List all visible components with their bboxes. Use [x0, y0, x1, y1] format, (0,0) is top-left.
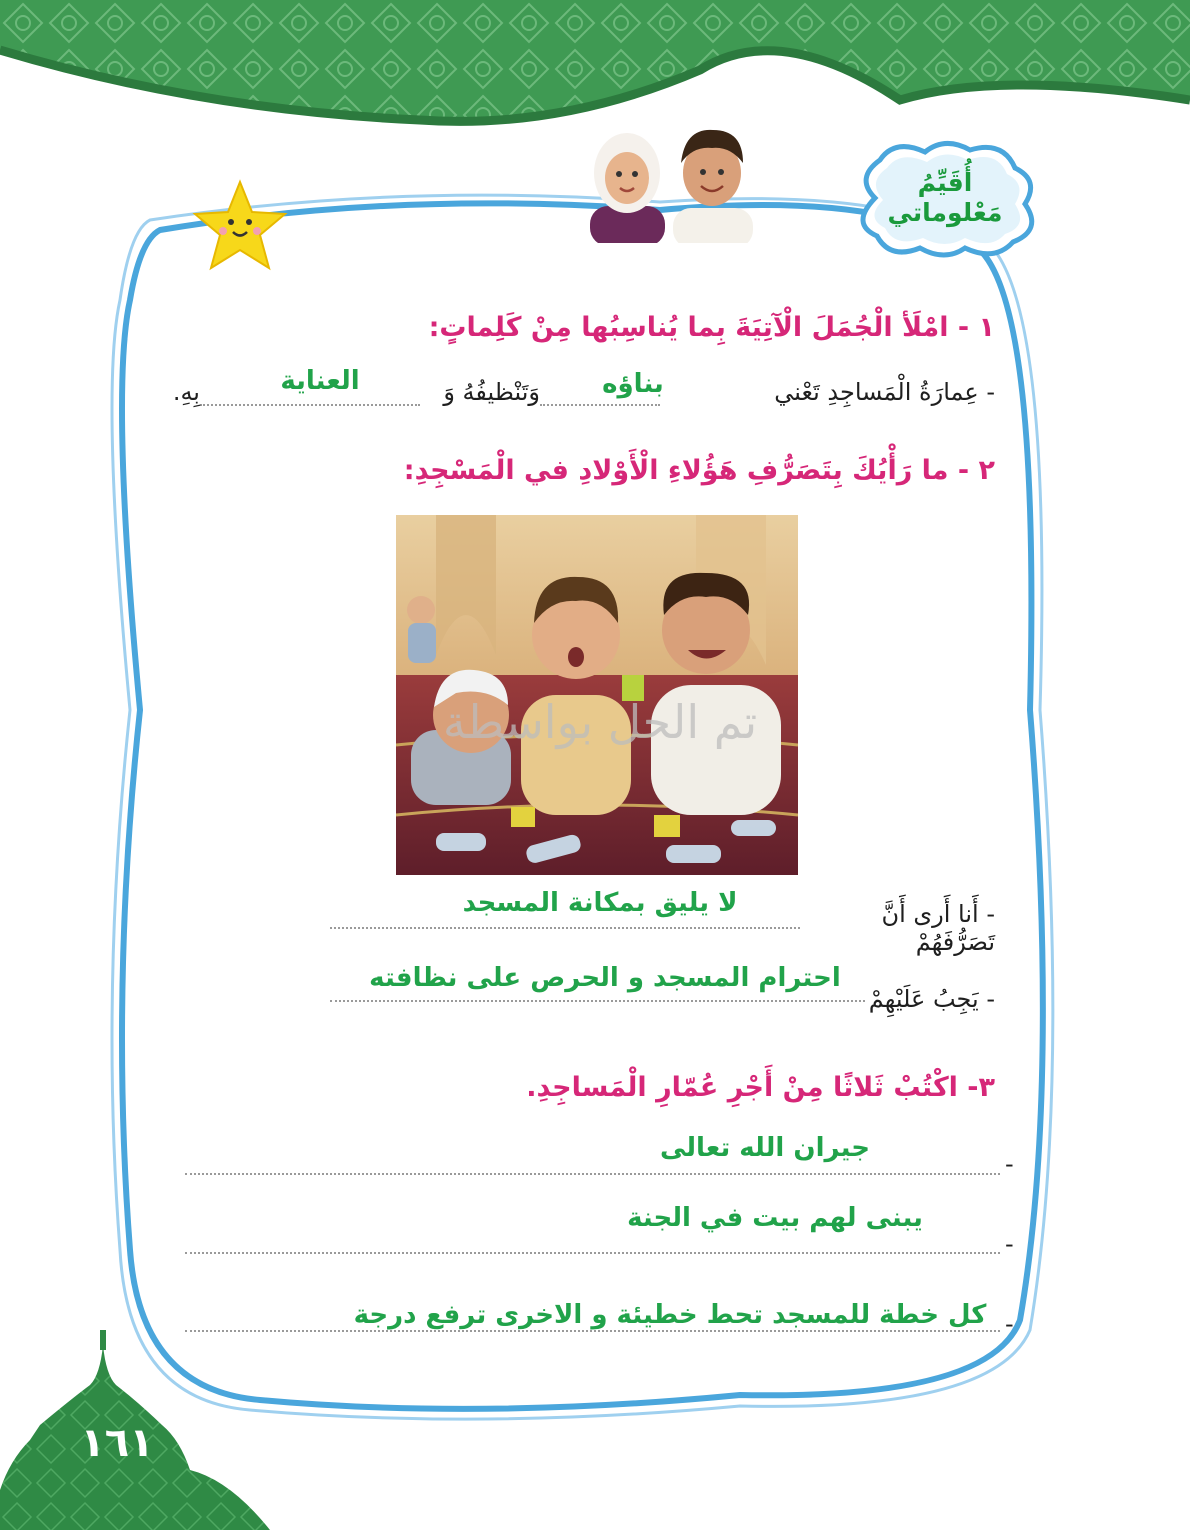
page-number: ١٦١ [80, 1420, 154, 1466]
q3-dash-2: - [1005, 1230, 1014, 1258]
q2-line1-answer: لا يليق بمكانة المسجد [462, 888, 738, 918]
q3-blank-2[interactable] [185, 1252, 1000, 1254]
smiling-star-icon [190, 178, 290, 273]
q1-blank-2[interactable] [200, 404, 420, 406]
q3-dash-3: - [1005, 1310, 1014, 1338]
q2-line2-answer: احترام المسجد و الحرص على نظافته [369, 963, 841, 993]
q3-blank-1[interactable] [185, 1173, 1000, 1175]
q3-blank-3[interactable] [185, 1330, 1000, 1332]
badge-title [855, 168, 1035, 228]
question-3-title: ٣- اكْتُبْ ثَلاثًا مِنْ أَجْرِ عُمّارِ الْمَساجِدِ. [526, 1072, 995, 1103]
question-1-title: ١ - امْلَأ الْجُمَلَ الْآتِيَةَ بِما يُناسِبُها مِنْ كَلِماتٍ: [428, 312, 995, 343]
q1-sentence-part3: بِهِ. [172, 378, 200, 406]
q1-sentence-part2: وَتَنْظيفُهُ وَ [443, 378, 540, 406]
q2-line1-blank[interactable] [330, 927, 800, 929]
watermark-text: تم الحل بواسطة [442, 695, 758, 749]
q1-sentence-part1: - عِمارَةُ الْمَساجِدِ تَعْني [774, 378, 995, 406]
q3-answer-1: جيران الله تعالى [659, 1133, 871, 1163]
q1-answer-1: بناؤه [602, 369, 664, 399]
q2-line2-blank[interactable] [330, 1000, 865, 1002]
badge-line-2: مَعْلوماتي [887, 198, 1003, 227]
q3-dash-1: - [1005, 1150, 1014, 1178]
badge-line-1: أُقَيِّمُ [917, 168, 973, 197]
q1-answer-2: العناية [280, 366, 360, 396]
q2-line2-prompt: - يَجِبُ عَلَيْهِمْ [868, 985, 995, 1013]
q3-answer-2: يبنى لهم بيت في الجنة [627, 1203, 923, 1233]
q3-answer-3: كل خطة للمسجد تحط خطيئة و الاخرى ترفع درجة [353, 1300, 987, 1330]
question-2-title: ٢ - ما رَأْيُكَ بِتَصَرُّفِ هَؤُلاءِ الْأَوْلادِ في الْمَسْجِدِ: [403, 455, 995, 486]
kids-illustration [585, 118, 760, 243]
q1-blank-1[interactable] [540, 404, 660, 406]
q2-line1-prompt: - أَنا أَرى أَنَّ تَصَرُّفَهُمْ [881, 900, 995, 956]
